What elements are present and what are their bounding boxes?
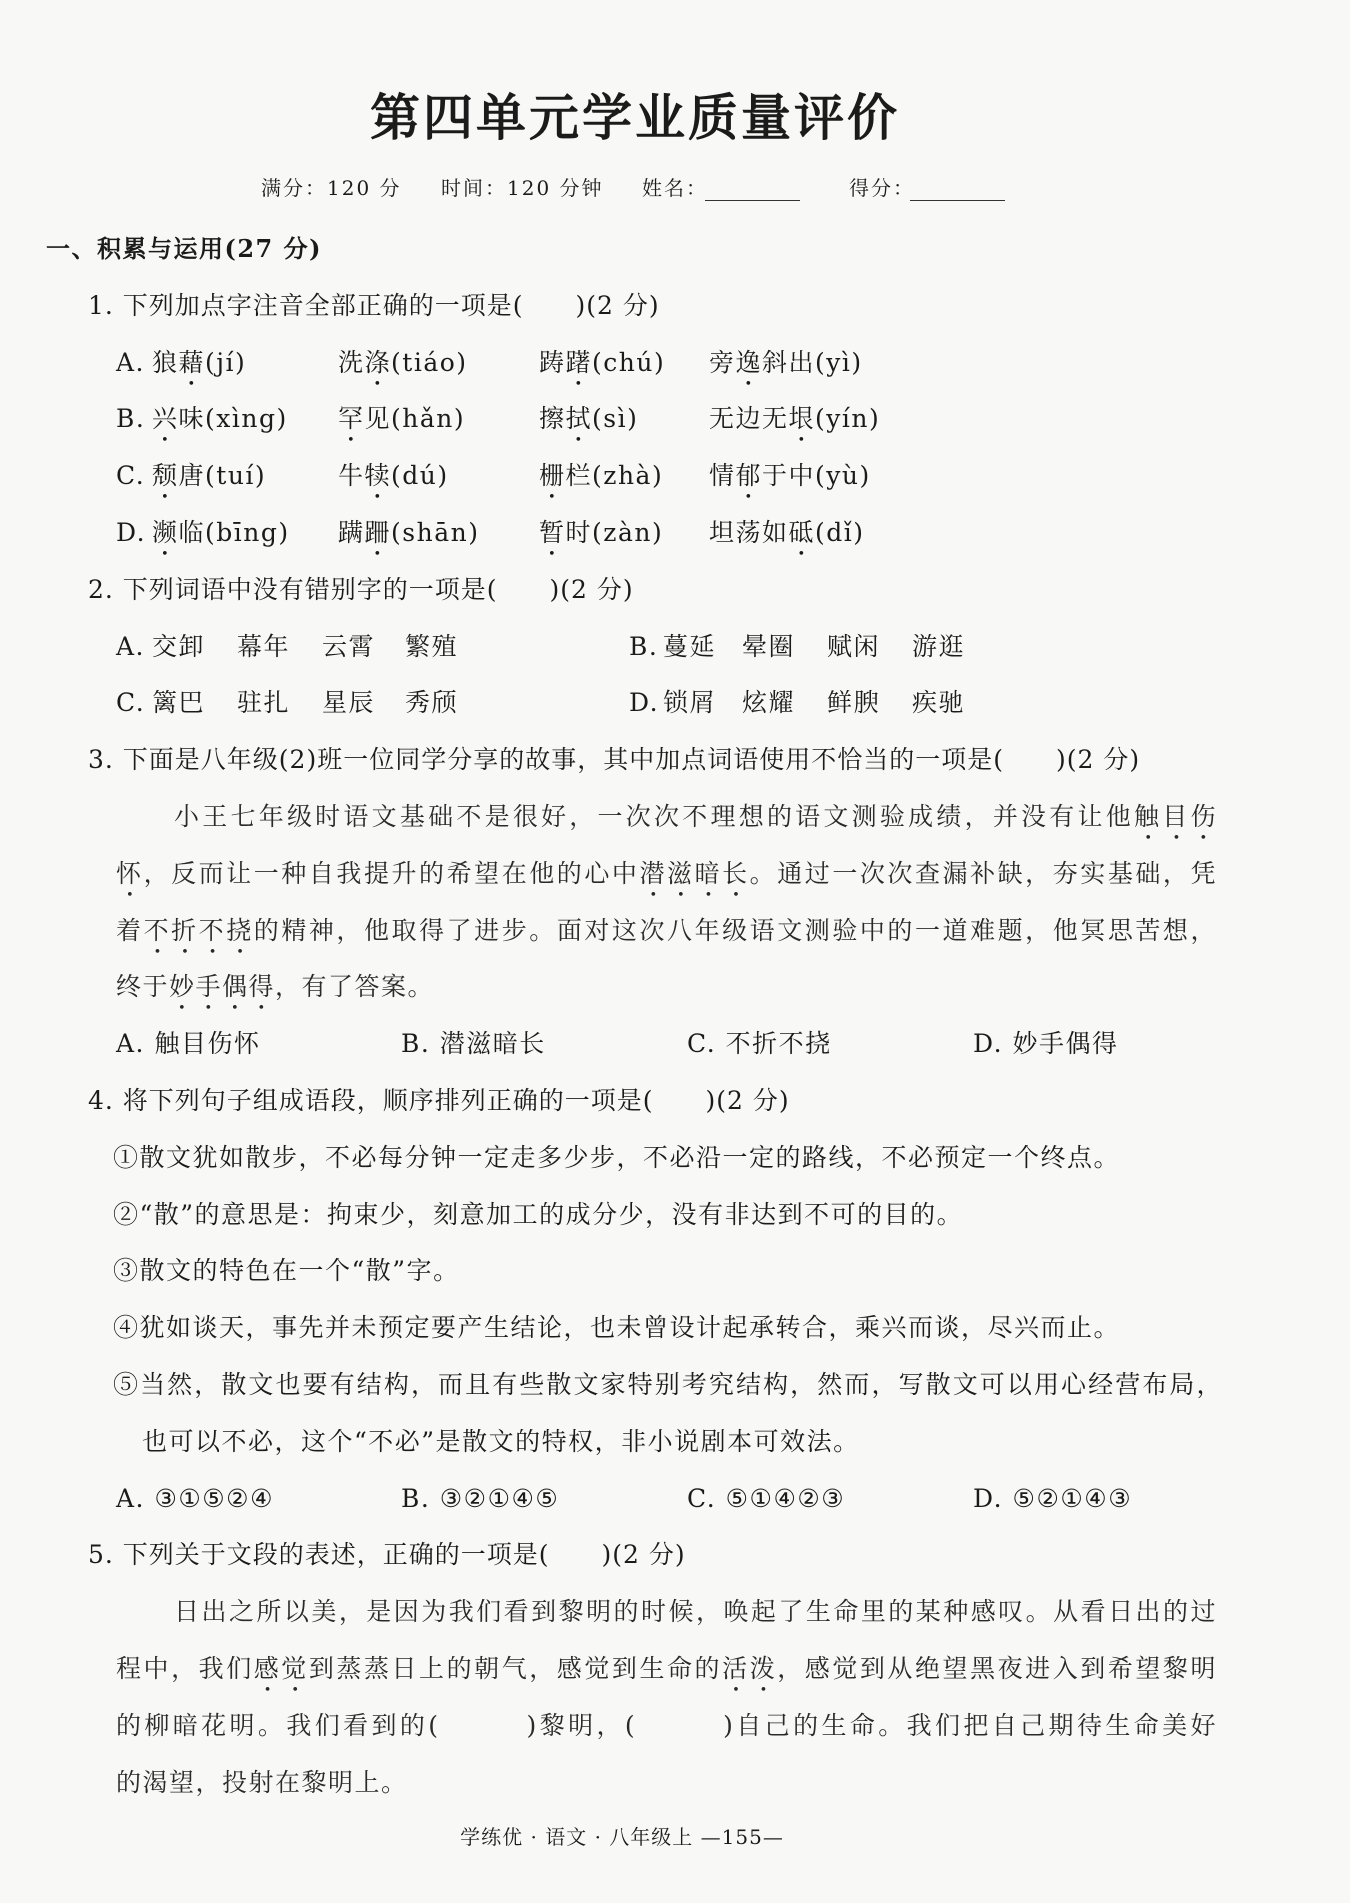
item-text: (sì): [592, 404, 639, 434]
passage-segment: 着: [116, 915, 144, 945]
option-c: C. 不折不挠: [687, 1029, 832, 1059]
item-text: 狼: [152, 347, 179, 377]
dotted-char: 郁: [735, 461, 763, 491]
item-text: 旁: [709, 347, 736, 377]
option-word: 锁屑: [663, 688, 717, 718]
time-label: 时间：120 分钟: [441, 176, 604, 200]
item-text: 洗: [338, 347, 365, 377]
q5-passage-line: [0, 1641, 1350, 1698]
question-stem: 1. 下列加点字注音全部正确的一项是( )(2 分): [88, 290, 660, 320]
passage-text: [174, 1584, 1216, 1641]
option-word: 炫耀: [742, 688, 796, 718]
q1-stem-row: [0, 278, 1350, 335]
item-text: (yín): [815, 404, 881, 434]
q3-options-row: [0, 1016, 1350, 1073]
q4-sentence-row: [0, 1130, 1350, 1187]
option-letter: D.: [116, 517, 147, 547]
dotted-phrase: 感觉: [253, 1653, 309, 1683]
passage-text: [116, 959, 434, 1016]
sentence-1: ①散文犹如散步，不必每分钟一定走多少步，不必沿一定的路线，不必预定一个终点。: [113, 1142, 1121, 1172]
option-word: 幕年: [237, 631, 291, 661]
dotted-char: 罕: [338, 404, 365, 434]
item-text: 于中(yù): [762, 461, 871, 491]
option-word: 星辰: [322, 688, 376, 718]
q5-passage-line: [0, 1584, 1350, 1641]
section-heading: 一、积累与运用(27 分): [46, 234, 322, 263]
dotted-phrase: 触目伤: [1134, 801, 1216, 831]
dotted-char: 涤: [364, 347, 392, 377]
item-text: (jí): [205, 347, 247, 377]
q5-passage-line: [0, 1755, 1350, 1812]
score-label: 得分：: [849, 176, 915, 200]
page-footer: 学练优 · 语文 · 八年级上 —155—: [460, 1825, 784, 1849]
option-word: 晕圈: [742, 631, 796, 661]
q3-passage-line: [0, 903, 1350, 960]
item-text: (dú): [391, 461, 449, 491]
passage-segment: 小王七年级时语文基础不是很好，一次次不理想的语文测验成绩，并没有让他: [174, 801, 1135, 831]
q4-stem-row: [0, 1073, 1350, 1130]
dotted-char: 犊: [364, 461, 392, 491]
option-d: D. 妙手偶得: [973, 1029, 1119, 1059]
item-text: 唐(tuí): [178, 461, 267, 491]
dotted-phrase: 不折不挠: [143, 915, 254, 945]
passage-text: [116, 1698, 1216, 1755]
pinyin-item: [539, 335, 665, 392]
item-text: (shān): [391, 517, 480, 547]
item-text: 临(bīng): [178, 517, 290, 547]
section-heading-row: [0, 221, 1350, 278]
option-letter: A.: [116, 631, 146, 661]
pinyin-item: [539, 448, 663, 505]
item-text: 情: [709, 461, 736, 491]
option-a: A. 触目伤怀: [116, 1029, 261, 1059]
option-letter: C.: [116, 461, 146, 491]
name-label: 姓名：: [642, 176, 708, 200]
sentence-3: ③散文的特色在一个“散”字。: [113, 1256, 460, 1286]
option-word: 蔓延: [663, 631, 717, 661]
q3-passage-line: [0, 959, 1350, 1016]
question-stem: 3. 下面是八年级(2)班一位同学分享的故事，其中加点词语使用不恰当的一项是( )(2 分): [88, 745, 1141, 775]
passage-segment: ，反而让一种自我提升的希望在他的心中: [143, 858, 640, 888]
sentence-2: ②“散”的意思是：拘束少，刻意加工的成分少，没有非达到不可的目的。: [113, 1199, 964, 1229]
passage-segment: 。通过一次次查漏补缺，夯实基础，凭: [749, 858, 1216, 888]
question-stem: 2. 下列词语中没有错别字的一项是( )(2 分): [88, 574, 634, 604]
passage-text: [174, 789, 1216, 846]
dotted-char: 垠: [788, 404, 816, 434]
option-word: 云霄: [322, 631, 376, 661]
q4-sentence-row: [0, 1243, 1350, 1300]
q1-option-a: [0, 335, 1350, 392]
page-title: 第四单元学业质量评价: [370, 88, 900, 147]
item-text: (tiáo): [391, 347, 468, 377]
question-stem: 5. 下列关于文段的表述，正确的一项是( )(2 分): [88, 1540, 686, 1570]
option-letter: B.: [629, 631, 659, 661]
dotted-char: 砥: [788, 517, 816, 547]
passage-text: [116, 1641, 1216, 1698]
passage-segment: 的柳暗花明。我们看到的( )黎明，( )自己的生命。我们把自己期待生命美好: [116, 1710, 1216, 1740]
q5-stem-row: [0, 1527, 1350, 1584]
q4-sentence-row: [0, 1357, 1350, 1414]
dotted-char: 兴: [152, 404, 179, 434]
option-d: D. ⑤②①④③: [973, 1483, 1133, 1513]
q4-sentence-row: [0, 1187, 1350, 1244]
q2-stem-row: [0, 562, 1350, 619]
q4-sentence-row: [0, 1414, 1350, 1471]
pinyin-item: [338, 391, 465, 448]
passage-text: [116, 1755, 408, 1812]
pinyin-item: [709, 448, 871, 505]
dotted-phrase: 妙手偶得: [169, 972, 276, 1002]
dotted-char: 跚: [364, 517, 392, 547]
option-b: B. ③②①④⑤: [401, 1483, 560, 1513]
option-word: 疾驰: [912, 688, 966, 718]
item-text: 擦: [539, 404, 566, 434]
item-text: (chú): [592, 347, 666, 377]
option-word: 篱巴: [152, 688, 206, 718]
q2-option-row-ab: [0, 619, 1350, 676]
item-text: 见(hǎn): [364, 404, 466, 434]
option-letter: B.: [116, 404, 146, 434]
q5-passage-line: [0, 1698, 1350, 1755]
passage-text: [116, 903, 1216, 960]
item-text: 时(zàn): [565, 517, 664, 547]
pinyin-item: [709, 335, 863, 392]
pinyin-item: [539, 505, 663, 562]
q3-passage-line: [0, 789, 1350, 846]
dotted-char: 藉: [178, 347, 206, 377]
full-score-label: 满分：120 分: [261, 176, 402, 200]
sentence-4: ④犹如谈天，事先并未预定要产生结论，也未曾设计起承转合，乘兴而谈，尽兴而止。: [113, 1313, 1121, 1343]
name-blank-line: [705, 200, 800, 201]
option-a: A. ③①⑤②④: [116, 1483, 275, 1513]
dotted-phrase: 怀: [116, 858, 144, 888]
option-word: 交卸: [152, 631, 206, 661]
q4-options-row: [0, 1471, 1350, 1528]
pinyin-item: [338, 505, 479, 562]
passage-segment: ，有了答案。: [275, 972, 435, 1002]
dotted-phrase: 潜滋暗长: [639, 858, 750, 888]
q2-option-row-cd: [0, 675, 1350, 732]
option-word: 驻扎: [237, 688, 291, 718]
sentence-5-line-2: 也可以不必，这个“不必”是散文的特权，非小说剧本可效法。: [142, 1426, 860, 1456]
pinyin-item: [152, 391, 288, 448]
dotted-char: 暂: [539, 517, 566, 547]
question-stem: 4. 将下列句子组成语段，顺序排列正确的一项是( )(2 分): [88, 1085, 790, 1115]
option-word: 鲜腴: [827, 688, 881, 718]
dotted-phrase: 活泼: [722, 1653, 778, 1683]
q1-option-d: [0, 505, 1350, 562]
q1-option-b: [0, 391, 1350, 448]
option-letter: D.: [629, 688, 660, 718]
score-blank-line: [910, 200, 1005, 201]
item-text: 栏(zhà): [565, 461, 664, 491]
pinyin-item: [539, 391, 638, 448]
passage-segment: 到蒸蒸日上的朝气，感觉到生命的: [308, 1653, 723, 1683]
q4-sentence-row: [0, 1300, 1350, 1357]
option-b: B. 潜滋暗长: [401, 1029, 546, 1059]
dotted-char: 逸: [735, 347, 763, 377]
pinyin-item: [709, 391, 880, 448]
passage-text: [116, 846, 1216, 903]
item-text: 味(xìng): [178, 404, 288, 434]
passage-segment: 的渴望，投射在黎明上。: [116, 1767, 408, 1797]
passage-segment: 程中，我们: [116, 1653, 254, 1683]
dotted-char: 颓: [152, 461, 179, 491]
item-text: 踌: [539, 347, 566, 377]
q3-stem-row: [0, 732, 1350, 789]
q1-option-c: [0, 448, 1350, 505]
passage-segment: 终于: [116, 972, 170, 1002]
item-text: (dǐ): [815, 517, 865, 547]
pinyin-item: [338, 448, 449, 505]
option-word: 赋闲: [827, 631, 881, 661]
option-word: 繁殖: [405, 631, 459, 661]
pinyin-item: [152, 335, 246, 392]
dotted-char: 躇: [565, 347, 593, 377]
item-text: 斜出(yì): [762, 347, 863, 377]
option-word: 秀颀: [405, 688, 459, 718]
passage-segment: 的精神，他取得了进步。面对这次八年级语文测验中的一道难题，他冥思苦想，: [253, 915, 1216, 945]
pinyin-item: [709, 505, 865, 562]
pinyin-item: [152, 505, 290, 562]
sentence-5-line-1: ⑤当然，散文也要有结构，而且有些散文家特别考究结构，然而，写散文可以用心经营布局，: [113, 1369, 1222, 1399]
q3-passage-line: [0, 846, 1350, 903]
option-c: C. ⑤①④②③: [687, 1483, 846, 1513]
item-text: 坦荡如: [709, 517, 789, 547]
option-word: 游逛: [912, 631, 966, 661]
passage-segment: 日出之所以美，是因为我们看到黎明的时候，唤起了生命里的某种感叹。从看日出的过: [174, 1597, 1216, 1627]
dotted-char: 栅: [539, 461, 566, 491]
item-text: 蹒: [338, 517, 365, 547]
item-text: 无边无: [709, 404, 789, 434]
item-text: 牛: [338, 461, 365, 491]
dotted-char: 拭: [565, 404, 593, 434]
option-letter: A.: [116, 347, 146, 377]
dotted-char: 濒: [152, 517, 179, 547]
exam-body: [0, 221, 1350, 1811]
pinyin-item: [338, 335, 468, 392]
pinyin-item: [152, 448, 266, 505]
passage-segment: ，感觉到从绝望黑夜进入到希望黎明: [777, 1653, 1216, 1683]
option-letter: C.: [116, 688, 146, 718]
